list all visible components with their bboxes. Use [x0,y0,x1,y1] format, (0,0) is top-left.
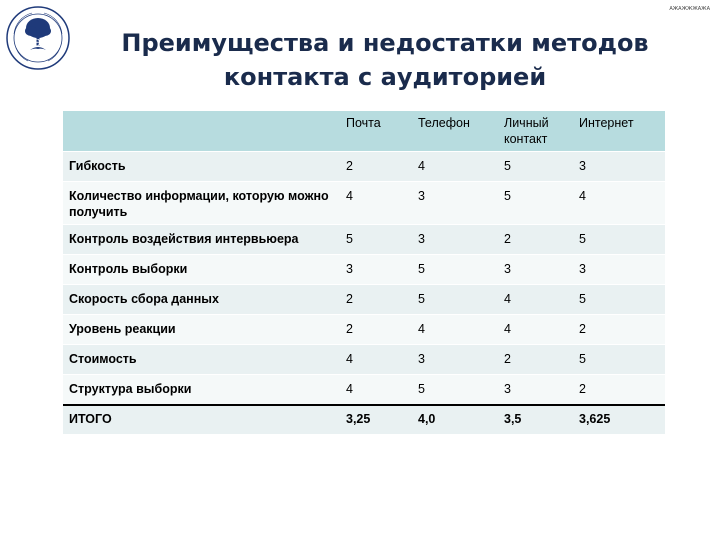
corner-mark: АЖАЖЖЖАЖА [669,6,710,12]
row-label: Структура выборки [63,375,340,406]
table-cell: 3 [340,255,412,285]
table-row [63,152,665,182]
total-cell: 4,0 [412,405,498,434]
table-cell: 5 [573,225,665,255]
table-cell: 2 [340,315,412,345]
table-row [63,345,665,375]
row-label: Скорость сбора данных [63,285,340,315]
table-row [63,225,665,255]
table-cell: 2 [340,285,412,315]
table-cell: 3 [573,152,665,182]
page-title: Преимущества и недостатки методов контакта с аудиторией [121,29,649,91]
row-label: Контроль воздействия интервьюера [63,225,340,255]
comparison-table [63,110,665,434]
table-cell: 3 [573,255,665,285]
table-header-cell: Почта [340,111,412,152]
row-label: Контроль выборки [63,255,340,285]
table-cell: 4 [340,375,412,406]
total-label: ИТОГО [63,405,340,434]
table-row [63,375,665,406]
total-cell: 3,5 [498,405,573,434]
table-cell: 2 [573,375,665,406]
table-row [63,182,665,225]
table-header-cell [63,111,340,152]
university-tree-emblem-icon [4,4,72,72]
table-cell: 3 [498,375,573,406]
table-cell: 4 [573,182,665,225]
table-cell: 2 [498,345,573,375]
table-cell: 3 [412,345,498,375]
table-cell: 4 [498,315,573,345]
table-cell: 3 [412,225,498,255]
total-cell: 3,625 [573,405,665,434]
row-label: Количество информации, которую можно получить [63,182,340,225]
table-cell: 5 [573,285,665,315]
table-header-cell: Телефон [412,111,498,152]
table-cell: 2 [340,152,412,182]
table-row [63,285,665,315]
table-row [63,315,665,345]
table-cell: 5 [412,375,498,406]
table-cell: 5 [573,345,665,375]
table-row [63,255,665,285]
row-label: Стоимость [63,345,340,375]
university-logo [4,4,72,72]
table-cell: 2 [498,225,573,255]
table-cell: 4 [412,315,498,345]
table-cell: 4 [340,182,412,225]
table-cell: 5 [412,255,498,285]
table-cell: 5 [498,182,573,225]
total-cell: 3,25 [340,405,412,434]
table-cell: 4 [412,152,498,182]
row-label: Гибкость [63,152,340,182]
table-total-row [63,405,665,434]
table-cell: 2 [573,315,665,345]
table-cell: 5 [340,225,412,255]
table-header-row [63,111,665,152]
table-cell: 3 [412,182,498,225]
table-header-cell: Личный контакт [498,111,573,152]
table-cell: 4 [340,345,412,375]
table-header-cell: Интернет [573,111,665,152]
table-cell: 4 [498,285,573,315]
logo-monogram: РЭУ [27,39,49,49]
row-label: Уровень реакции [63,315,340,345]
table-cell: 3 [498,255,573,285]
table-cell: 5 [498,152,573,182]
table-cell: 5 [412,285,498,315]
